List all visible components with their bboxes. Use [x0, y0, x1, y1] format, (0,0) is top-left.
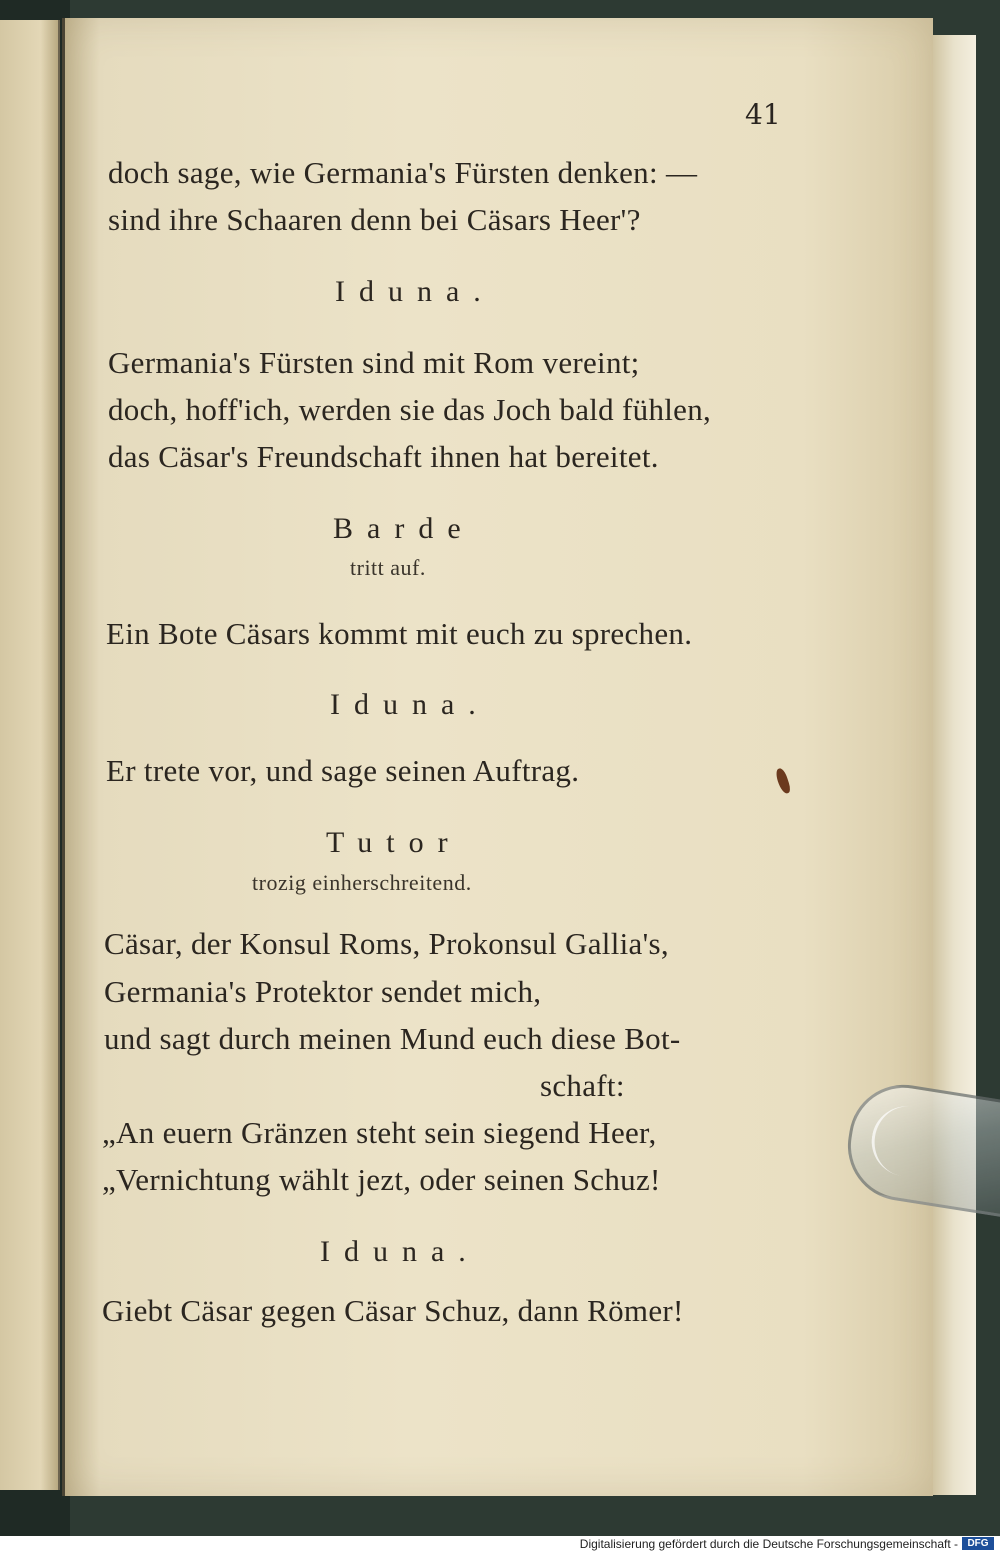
speaker-name: Tutor — [326, 826, 462, 859]
speaker-name: Iduna. — [330, 688, 490, 721]
page-stack-edge — [930, 35, 976, 1495]
speaker-name: Barde — [333, 512, 475, 545]
verse-line: Germania's Fürsten sind mit Rom vereint; — [108, 345, 640, 380]
verse-line: das Cäsar's Freundschaft ihnen hat bereitet. — [108, 439, 659, 474]
speaker-name: Iduna. — [320, 1235, 480, 1268]
page-number: 41 — [745, 98, 781, 131]
stage-direction: tritt auf. — [350, 555, 426, 580]
speaker-name: Iduna. — [335, 275, 495, 308]
verse-line: Ein Bote Cäsars kommt mit euch zu sprechen. — [106, 616, 693, 651]
dfg-logo: DFG — [962, 1537, 994, 1550]
verse-line: sind ihre Schaaren denn bei Cäsars Heer'? — [108, 202, 641, 237]
glass-highlight — [867, 1101, 940, 1180]
verse-line: Giebt Cäsar gegen Cäsar Schuz, dann Römer! — [102, 1293, 684, 1328]
verse-line: „An euern Gränzen steht sein siegend Heer, — [102, 1115, 657, 1150]
verse-line: Cäsar, der Konsul Roms, Prokonsul Gallia's, — [104, 926, 669, 961]
verse-line: Germania's Protektor sendet mich, — [104, 974, 542, 1009]
footer-credit: Digitalisierung gefördert durch die Deutsche Forschungsgemeinschaft - — [579, 1537, 958, 1551]
verse-line: schaft: — [540, 1068, 625, 1103]
verse-line: doch, hoff'ich, werden sie das Joch bald fühlen, — [108, 392, 712, 427]
facing-page-edge — [0, 20, 60, 1490]
bleed-through — [480, 250, 780, 280]
verse-line: doch sage, wie Germania's Fürsten denken: — — [108, 155, 698, 190]
verse-line: Er trete vor, und sage seinen Auftrag. — [106, 753, 580, 788]
verse-line: „Vernichtung wählt jezt, oder seinen Schuz! — [102, 1162, 661, 1197]
stage-direction: trozig einherschreitend. — [252, 870, 472, 895]
verse-line: und sagt durch meinen Mund euch diese Bot- — [104, 1021, 681, 1056]
